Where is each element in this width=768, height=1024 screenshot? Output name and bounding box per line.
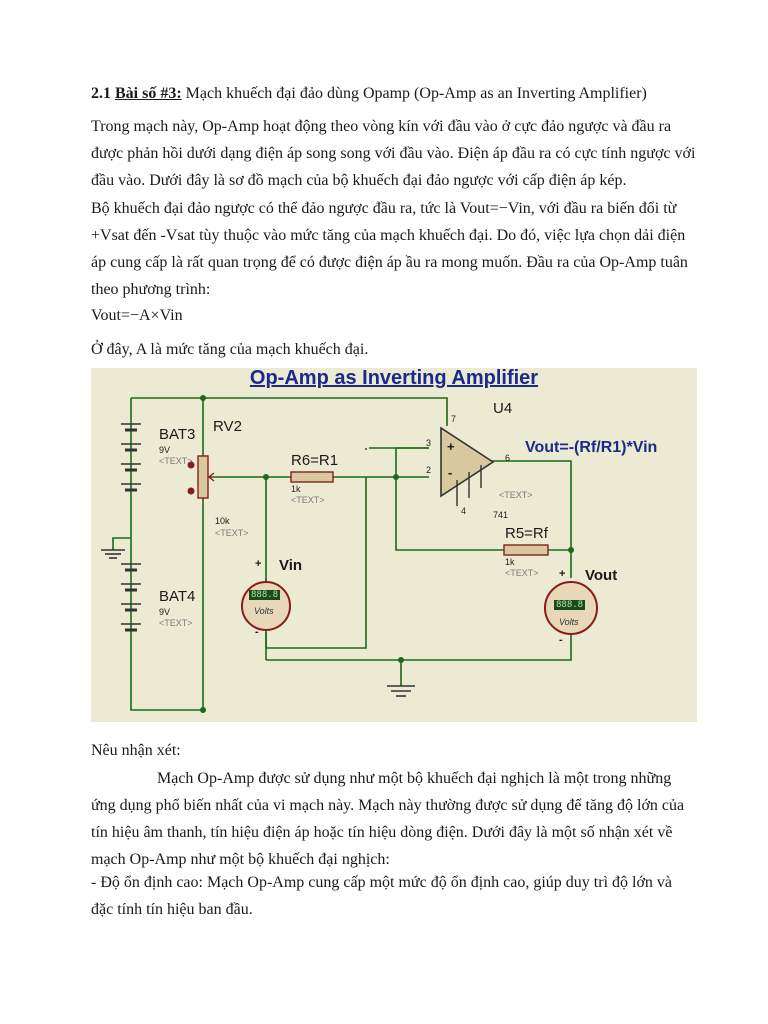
opamp-plus-label: + <box>447 439 455 454</box>
comment-heading: Nêu nhận xét: <box>91 742 181 759</box>
label-r6-value: 1k <box>291 484 301 494</box>
wire-bat-ground <box>113 538 131 550</box>
placeholder-r6: <TEXT> <box>291 495 325 505</box>
potentiometer-rv2 <box>198 456 208 498</box>
label-vin: Vin <box>279 557 303 574</box>
vin-meter-display: 888.8 <box>251 590 279 600</box>
intro-paragraph: Trong mạch này, Op-Amp hoạt động theo vòng kín với đầu vào ở cực đảo ngược và đầu ra được phản hồi dưới dạng điện áp song song với đầu vào. Điện áp đầu ra có cực tính ngược với đầu vào. Dưới đây là sơ đồ mạch của bộ khuếch đại đảo ngược với cấp điện áp kép. <box>91 118 696 189</box>
vin-minus-terminal: - <box>255 626 259 638</box>
ground-symbol-left <box>101 550 125 558</box>
vout-plus-terminal: + <box>559 568 566 580</box>
vout-meter-display: 888.8 <box>556 600 584 610</box>
circuit-figure <box>91 368 697 722</box>
section-number: 2.1 <box>91 85 111 102</box>
gain-formula-label: Vout=-(Rf/R1)*Vin <box>525 439 658 456</box>
wire-noninv <box>366 448 432 477</box>
label-pin2: 2 <box>426 465 432 475</box>
opamp-minus-label: - <box>448 465 453 480</box>
section-heading <box>91 80 697 107</box>
stability-bullet: - Độ ổn định cao: Mạch Op-Amp cung cấp một mức độ ổn định cao, giúp duy trì độ lớn và đặc tính tín hiệu ban đầu. <box>91 874 673 918</box>
label-r6: R6=R1 <box>291 452 339 469</box>
label-pin3: 3 <box>426 438 432 448</box>
label-bat3: BAT3 <box>159 426 196 443</box>
placeholder-u4: <TEXT> <box>499 490 533 500</box>
resistor-r5 <box>504 545 548 555</box>
label-u4: U4 <box>493 400 513 417</box>
label-pin6: 6 <box>505 453 511 463</box>
placeholder-bat4: <TEXT> <box>159 618 193 628</box>
label-r5-value: 1k <box>505 557 515 567</box>
gain-equation: Vout=−A×Vin <box>91 307 183 324</box>
placeholder-rv2: <TEXT> <box>215 528 249 538</box>
label-u4-part: 741 <box>493 510 509 520</box>
section-title: Mạch khuếch đại đảo dùng Opamp (Op-Amp as an Inverting Amplifier) <box>185 85 647 102</box>
label-vout: Vout <box>585 567 618 584</box>
label-rv2: RV2 <box>213 418 242 435</box>
label-rv2-value: 10k <box>215 516 230 526</box>
label-pin7: 7 <box>451 414 457 424</box>
label-bat3-value: 9V <box>159 445 171 455</box>
label-r5: R5=Rf <box>505 525 548 542</box>
comment-paragraph: Mạch Op-Amp được sử dụng như một bộ khuếch đại nghịch là một trong những ứng dụng phổ biến nhất của vi mạch này. Mạch này thường được sử dụng để tăng độ lớn của tín hiệu âm thanh, tín hiệu điện áp hoặc tín hiệu dòng điện. Dưới đây là một số nhận xét về mạch Op-Amp như một bộ khuếch đại nghịch: <box>91 770 685 868</box>
explanation-paragraph: Bộ khuếch đại đảo ngược có thể đảo ngược đầu ra, tức là Vout=−Vin, với đầu ra biến đổi từ +Vsat đến -Vsat tùy thuộc vào mức tăng của mạch khuếch đại. Do đó, việc lựa chọn dải điện áp cung cấp là rất quan trọng để có được điện áp ầu ra mong muốn. Đầu ra của Op-Amp tuân theo phương trình: <box>91 200 688 298</box>
vin-meter-unit: Volts <box>254 606 274 616</box>
wire-ground-bus <box>266 633 571 660</box>
exercise-label: Bài số #3: <box>115 85 182 102</box>
vin-plus-terminal: + <box>255 558 262 570</box>
vout-minus-terminal: - <box>559 634 563 646</box>
ground-symbol-bottom <box>387 686 415 696</box>
label-bat4: BAT4 <box>159 588 196 605</box>
placeholder-bat3: <TEXT> <box>159 456 193 466</box>
gain-note: Ở đây, A là mức tăng của mạch khuếch đại. <box>91 341 369 358</box>
placeholder-r5: <TEXT> <box>505 568 539 578</box>
label-bat4-value: 9V <box>159 607 171 617</box>
label-pin4: 4 <box>461 506 467 516</box>
vout-meter-unit: Volts <box>559 617 579 627</box>
resistor-r6 <box>291 472 333 482</box>
pot-adjust-down <box>188 488 195 495</box>
figure-title: Op-Amp as Inverting Amplifier <box>249 368 539 389</box>
circuit-schematic <box>91 368 697 722</box>
